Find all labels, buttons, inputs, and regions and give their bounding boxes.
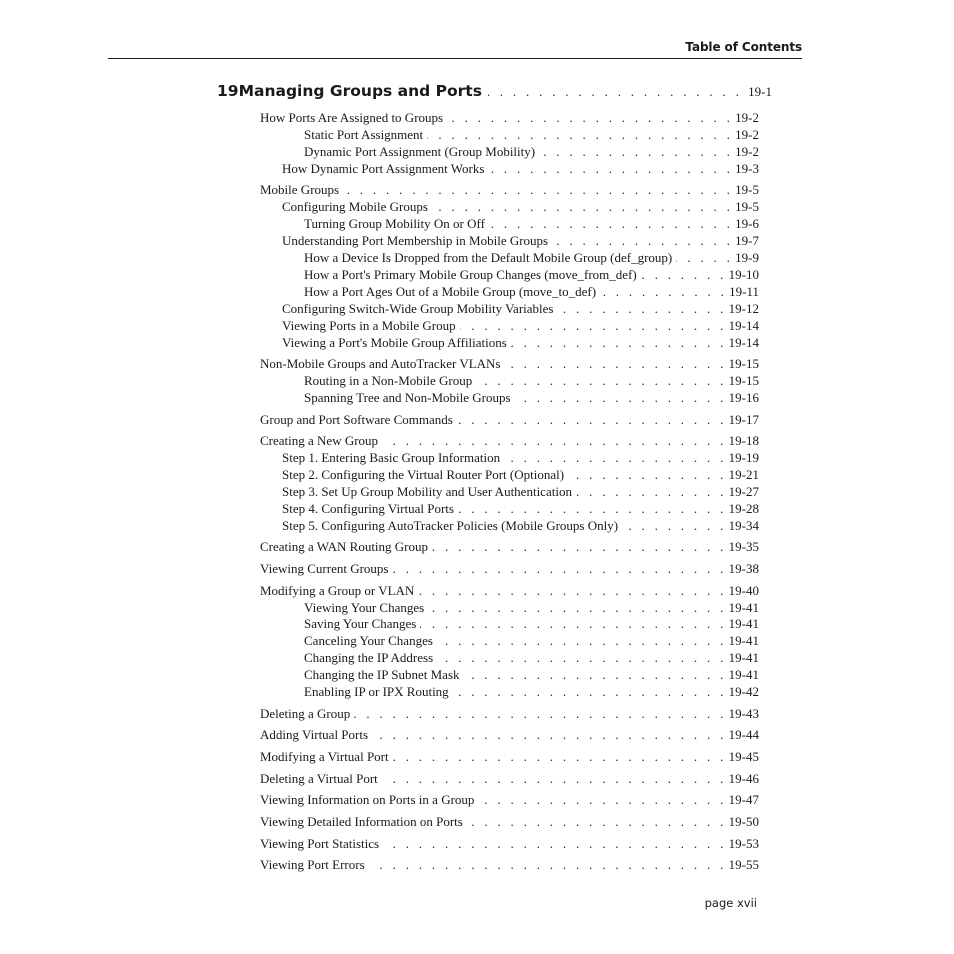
toc-entry-page: 19-18 bbox=[728, 433, 759, 448]
toc-entry-page: 19-40 bbox=[728, 583, 759, 598]
toc-entry-page: 19-44 bbox=[728, 727, 759, 742]
toc-entry-title: Step 1. Entering Basic Group Information bbox=[282, 450, 501, 465]
toc-entry[interactable] bbox=[260, 791, 759, 808]
toc-entry[interactable] bbox=[304, 666, 759, 683]
toc-entry-title: Dynamic Port Assignment (Group Mobility) bbox=[304, 144, 536, 159]
toc-entry[interactable] bbox=[260, 726, 759, 743]
dot-leader bbox=[568, 466, 727, 483]
toc-entry[interactable] bbox=[260, 181, 759, 198]
dot-leader bbox=[557, 300, 726, 317]
dot-leader bbox=[369, 856, 727, 873]
toc-entry-page: 19-42 bbox=[728, 684, 759, 699]
toc-entry-page: 19-17 bbox=[728, 412, 759, 427]
toc-entry[interactable] bbox=[282, 334, 759, 351]
toc-entry-title: Adding Virtual Ports bbox=[260, 727, 369, 742]
toc-entry-page: 19-46 bbox=[728, 771, 759, 786]
dot-leader bbox=[354, 705, 726, 722]
toc-entry-title: Viewing Your Changes bbox=[304, 600, 425, 615]
dot-leader bbox=[432, 198, 733, 215]
toc-entry-page: 19-45 bbox=[728, 749, 759, 764]
toc-entry-page: 19-16 bbox=[728, 390, 759, 405]
toc-entry[interactable] bbox=[260, 835, 759, 852]
toc-entry-title: Step 5. Configuring AutoTracker Policies (Mobile Groups Only) bbox=[282, 518, 619, 533]
toc-entry-page: 19-9 bbox=[735, 250, 759, 265]
toc-entry-title: Viewing Current Groups bbox=[260, 561, 389, 576]
dot-leader bbox=[372, 726, 727, 743]
toc-entry-title: Creating a WAN Routing Group bbox=[260, 539, 429, 554]
header-rule bbox=[108, 58, 802, 59]
toc-entry-title: Changing the IP Subnet Mask bbox=[304, 667, 460, 682]
toc-entry-page: 19-41 bbox=[728, 650, 759, 665]
dot-leader bbox=[420, 615, 726, 632]
toc-entry-title: Creating a New Group bbox=[260, 433, 379, 448]
toc-entry[interactable] bbox=[282, 500, 759, 517]
toc-entry-page: 19-53 bbox=[728, 836, 759, 851]
toc-entry-title: How Dynamic Port Assignment Works bbox=[282, 161, 485, 176]
dot-leader bbox=[488, 160, 733, 177]
toc-entry-title: Spanning Tree and Non-Mobile Groups bbox=[304, 390, 511, 405]
toc-entry[interactable] bbox=[304, 372, 759, 389]
toc-entry-title: How a Port's Primary Mobile Group Changes (move_from_def) bbox=[304, 267, 637, 282]
toc-entry-page: 19-41 bbox=[728, 600, 759, 615]
toc-entry-page: 19-41 bbox=[728, 633, 759, 648]
toc-entry-title: Enabling IP or IPX Routing bbox=[304, 684, 449, 699]
toc-entry-page: 19-5 bbox=[735, 182, 759, 197]
dot-leader bbox=[552, 232, 733, 249]
toc-entry-title: Routing in a Non-Mobile Group bbox=[304, 373, 473, 388]
toc-entry[interactable] bbox=[260, 538, 759, 555]
toc-entry-page: 19-2 bbox=[735, 144, 759, 159]
toc-entry[interactable] bbox=[282, 317, 759, 334]
dot-leader bbox=[427, 126, 733, 143]
dot-leader bbox=[382, 770, 727, 787]
dot-leader bbox=[447, 109, 733, 126]
toc-entry-title: How a Port Ages Out of a Mobile Group (move_to_def) bbox=[304, 284, 597, 299]
toc-entry[interactable] bbox=[304, 389, 759, 406]
toc-entry-title: How a Device Is Dropped from the Default Mobile Group (def_group) bbox=[304, 250, 673, 265]
toc-entry-page: 19-7 bbox=[735, 233, 759, 248]
toc-entry-page: 19-41 bbox=[728, 667, 759, 682]
toc-entry-page: 19-38 bbox=[728, 561, 759, 576]
toc-entry-page: 19-12 bbox=[728, 301, 759, 316]
toc-entry-page: 19-2 bbox=[735, 110, 759, 125]
toc-entry-page: 19-10 bbox=[728, 267, 759, 282]
toc-entry[interactable] bbox=[260, 582, 759, 599]
toc-entry-page: 19-2 bbox=[735, 127, 759, 142]
dot-leader bbox=[393, 748, 727, 765]
toc-entry-title: Step 4. Configuring Virtual Ports bbox=[282, 501, 454, 516]
dot-leader bbox=[476, 372, 726, 389]
dot-leader bbox=[458, 500, 727, 517]
toc-entry[interactable] bbox=[282, 300, 759, 317]
dot-leader bbox=[418, 582, 726, 599]
toc-entry-title: Deleting a Group bbox=[260, 706, 351, 721]
dot-leader bbox=[437, 632, 727, 649]
toc-entry[interactable] bbox=[304, 599, 759, 616]
toc-entry-title: Configuring Switch-Wide Group Mobility Variables bbox=[282, 301, 554, 316]
toc-entry-page: 19-19 bbox=[728, 450, 759, 465]
toc-entry-page: 19-27 bbox=[728, 484, 759, 499]
toc-entry-page: 19-21 bbox=[728, 467, 759, 482]
toc-entry[interactable] bbox=[304, 632, 759, 649]
toc-entry-title: Modifying a Group or VLAN bbox=[260, 583, 415, 598]
toc-entry[interactable] bbox=[304, 266, 759, 283]
toc-entry-page: 19-43 bbox=[728, 706, 759, 721]
toc-entry-page: 19-5 bbox=[735, 199, 759, 214]
toc-entry-page: 19-11 bbox=[729, 284, 759, 299]
toc-entry[interactable] bbox=[282, 449, 759, 466]
dot-leader bbox=[437, 649, 727, 666]
chapter-title: Managing Groups and Ports bbox=[238, 82, 482, 100]
toc-entry-title: Step 3. Set Up Group Mobility and User Authentication bbox=[282, 484, 572, 499]
toc-entry[interactable] bbox=[304, 249, 759, 266]
dot-leader bbox=[600, 283, 727, 300]
toc-entry-title: Step 2. Configuring the Virtual Router Port (Optional) bbox=[282, 467, 565, 482]
toc-entry-title: Configuring Mobile Groups bbox=[282, 199, 428, 214]
toc-entry[interactable] bbox=[282, 198, 759, 215]
dot-leader bbox=[504, 355, 726, 372]
toc-entry-page: 19-14 bbox=[728, 335, 759, 350]
dot-leader bbox=[489, 215, 733, 232]
toc-entry-title: Turning Group Mobility On or Off bbox=[304, 216, 485, 231]
toc-entry[interactable] bbox=[304, 683, 759, 700]
toc-entry[interactable] bbox=[304, 126, 759, 143]
dot-leader bbox=[515, 389, 727, 406]
toc-entry[interactable] bbox=[282, 517, 759, 534]
chapter-heading[interactable] bbox=[217, 82, 772, 100]
toc-entry-title: Viewing Port Statistics bbox=[260, 836, 380, 851]
toc-entry-page: 19-28 bbox=[728, 501, 759, 516]
dot-leader bbox=[488, 84, 742, 100]
chapter-page: 19-1 bbox=[748, 84, 772, 99]
toc-entry[interactable] bbox=[304, 615, 759, 632]
toc-entry[interactable] bbox=[282, 232, 759, 249]
toc-entry[interactable] bbox=[260, 856, 759, 873]
toc-entry[interactable] bbox=[260, 748, 759, 765]
dot-leader bbox=[467, 813, 727, 830]
dot-leader bbox=[511, 334, 727, 351]
toc-entry[interactable] bbox=[260, 705, 759, 722]
dot-leader bbox=[641, 266, 727, 283]
toc-entry-title: Deleting a Virtual Port bbox=[260, 771, 378, 786]
toc-entry-title: Viewing Detailed Information on Ports bbox=[260, 814, 463, 829]
running-head: Table of Contents bbox=[685, 40, 802, 54]
toc-entry[interactable] bbox=[260, 411, 759, 428]
toc-entry-page: 19-50 bbox=[728, 814, 759, 829]
toc-entry[interactable] bbox=[282, 483, 759, 500]
toc-entry-page: 19-14 bbox=[728, 318, 759, 333]
dot-leader bbox=[383, 835, 727, 852]
toc-entry-title: Saving Your Changes bbox=[304, 616, 417, 631]
dot-leader bbox=[428, 599, 726, 616]
toc-entry-title: Viewing Port Errors bbox=[260, 857, 365, 872]
dot-leader bbox=[622, 517, 727, 534]
dot-leader bbox=[453, 683, 727, 700]
toc-entry[interactable] bbox=[260, 813, 759, 830]
dot-leader bbox=[539, 143, 733, 160]
toc-entry-title: Understanding Port Membership in Mobile Groups bbox=[282, 233, 549, 248]
toc-entry-title: Non-Mobile Groups and AutoTracker VLANs bbox=[260, 356, 501, 371]
dot-leader bbox=[504, 449, 727, 466]
toc-entry-page: 19-3 bbox=[735, 161, 759, 176]
dot-leader bbox=[343, 181, 733, 198]
dot-leader bbox=[382, 432, 727, 449]
toc-entry-title: Changing the IP Address bbox=[304, 650, 434, 665]
dot-leader bbox=[464, 666, 727, 683]
toc-entry-page: 19-47 bbox=[728, 792, 759, 807]
toc-entry-title: Mobile Groups bbox=[260, 182, 340, 197]
chapter-number: 19 bbox=[217, 82, 239, 100]
dot-leader bbox=[676, 249, 733, 266]
toc-entry[interactable] bbox=[282, 160, 759, 177]
toc-entry-page: 19-6 bbox=[735, 216, 759, 231]
toc-entry[interactable] bbox=[282, 466, 759, 483]
dot-leader bbox=[460, 317, 727, 334]
toc-entry[interactable] bbox=[304, 283, 759, 300]
toc-entry-title: Modifying a Virtual Port bbox=[260, 749, 389, 764]
toc-entry-page: 19-41 bbox=[728, 616, 759, 631]
toc-entry-title: Viewing Ports in a Mobile Group bbox=[282, 318, 456, 333]
toc-entry[interactable] bbox=[304, 143, 759, 160]
toc-entry[interactable] bbox=[260, 560, 759, 577]
toc-entry-title: Group and Port Software Commands bbox=[260, 412, 453, 427]
toc-entry-title: Viewing Information on Ports in a Group bbox=[260, 792, 475, 807]
toc-entry-page: 19-35 bbox=[728, 539, 759, 554]
dot-leader bbox=[392, 560, 726, 577]
page-number: page xvii bbox=[704, 896, 757, 910]
toc-entry-title: Canceling Your Changes bbox=[304, 633, 433, 648]
toc-entry[interactable] bbox=[260, 355, 759, 372]
toc-entry[interactable] bbox=[304, 649, 759, 666]
toc-entry-title: Viewing a Port's Mobile Group Affiliations bbox=[282, 335, 507, 350]
toc-entry-title: Static Port Assignment bbox=[304, 127, 424, 142]
toc-entry[interactable] bbox=[260, 109, 759, 126]
dot-leader bbox=[432, 538, 727, 555]
dot-leader bbox=[576, 483, 727, 500]
toc-entry-page: 19-55 bbox=[728, 857, 759, 872]
dot-leader bbox=[457, 411, 727, 428]
toc-entry[interactable] bbox=[260, 770, 759, 787]
toc-entry[interactable] bbox=[260, 432, 759, 449]
toc-entry-page: 19-15 bbox=[728, 356, 759, 371]
toc-entry-page: 19-34 bbox=[728, 518, 759, 533]
dot-leader bbox=[478, 791, 726, 808]
toc-entry[interactable] bbox=[304, 215, 759, 232]
toc-entry-title: How Ports Are Assigned to Groups bbox=[260, 110, 444, 125]
toc-entry-page: 19-15 bbox=[728, 373, 759, 388]
